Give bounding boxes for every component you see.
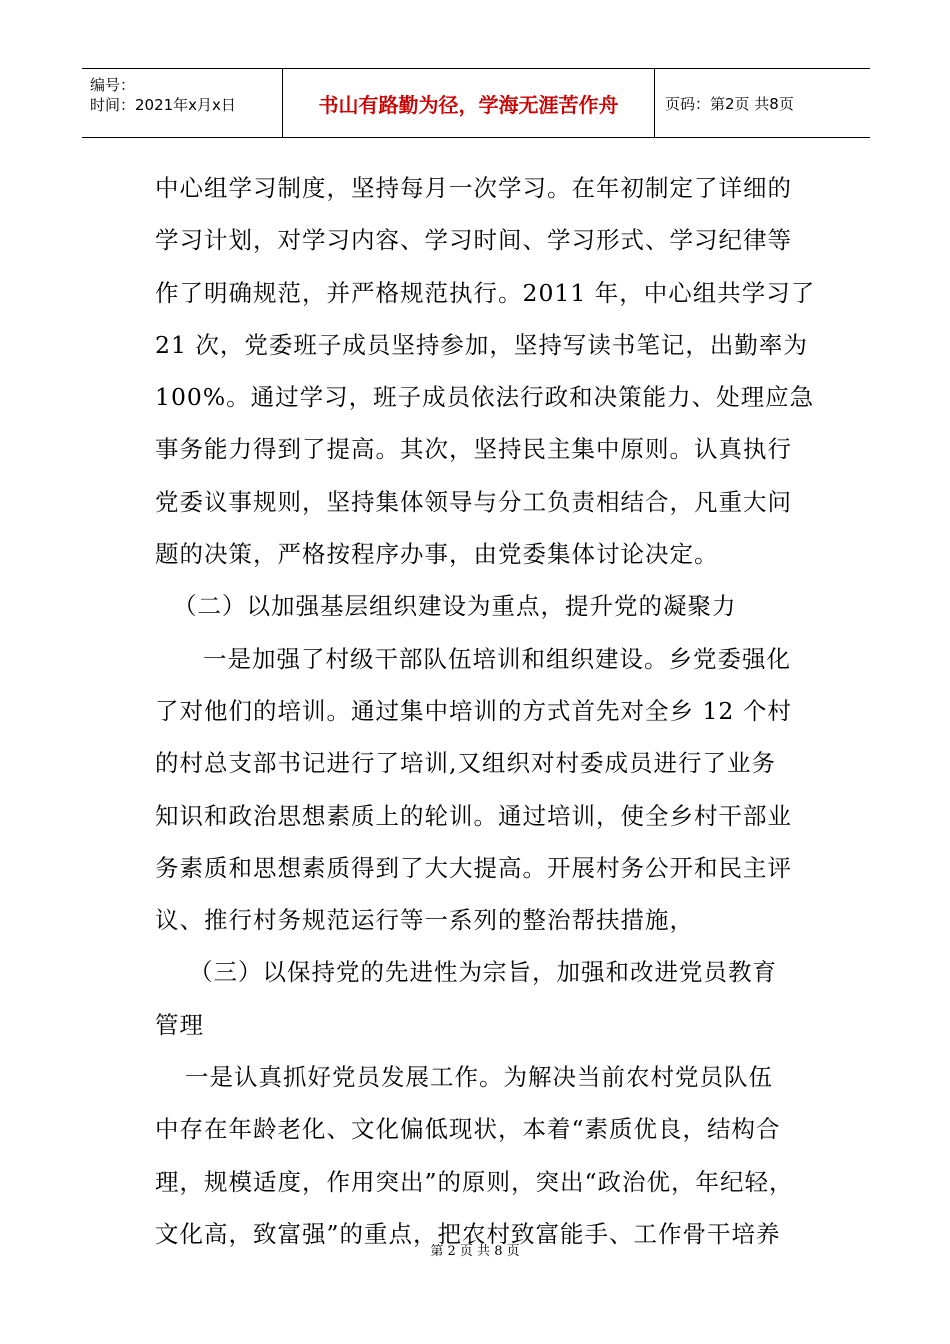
body-line: 100%。通过学习，班子成员依法行政和决策能力、处理应急 xyxy=(155,383,815,412)
body-line: 21 次，党委班子成员坚持参加，坚持写读书笔记，出勤率为 xyxy=(155,330,808,359)
body-line: 中存在年龄老化、文化偏低现状，本着“素质优良，结构合 xyxy=(155,1115,781,1144)
header-motto: 书山有路勤为径，学海无涯苦作舟 xyxy=(282,69,655,137)
document-body xyxy=(155,162,835,1260)
body-line: 了对他们的培训。通过集中培训的方式首先对全乡 12 个村 xyxy=(155,696,792,725)
body-line: 题的决策，严格按程序办事，由党委集体讨论决定。 xyxy=(155,540,719,569)
header-meta xyxy=(82,69,282,137)
body-line: 文化高，致富强”的重点，把农村致富能手、工作骨干培养 xyxy=(155,1219,781,1248)
body-line: 务素质和思想素质得到了大大提高。开展村务公开和民主评 xyxy=(155,853,792,882)
header-number-label: 编号： xyxy=(90,76,136,94)
header-page-info: 页码：第2页 共8页 xyxy=(665,94,794,113)
body-line: 理，规模适度，作用突出”的原则，突出“政治优，年纪轻， xyxy=(155,1167,794,1196)
section-heading-2: （二）以加强基层组织建设为重点，提升党的凝聚力 xyxy=(173,592,737,621)
body-line: 的村总支部书记进行了培训,又组织对村委成员进行了业务 xyxy=(155,749,776,778)
body-line: 一是认真抓好党员发展工作。为解决当前农村党员队伍 xyxy=(185,1063,773,1092)
body-line: 党委议事规则，坚持集体领导与分工负责相结合，凡重大问 xyxy=(155,487,792,516)
body-line: 事务能力得到了提高。其次，坚持民主集中原则。认真执行 xyxy=(155,435,792,464)
section-heading-3: （三）以保持党的先进性为宗旨，加强和改进党员教育 xyxy=(189,958,777,987)
page-header xyxy=(82,68,870,138)
body-line: 作了明确规范，并严格规范执行。2011 年，中心组共学习了 xyxy=(155,278,816,307)
body-line: 知识和政治思想素质上的轮训。通过培训，使全乡村干部业 xyxy=(155,801,792,830)
header-time-label: 时间：2021年x月x日 xyxy=(90,96,236,114)
body-line: 学习计划，对学习内容、学习时间、学习形式、学习纪律等 xyxy=(155,226,792,255)
body-line: 议、推行村务规范运行等一系列的整治帮扶措施， xyxy=(155,906,694,935)
body-line: 一是加强了村级干部队伍培训和组织建设。乡党委强化 xyxy=(203,644,791,673)
body-line: 管理 xyxy=(155,1010,204,1039)
page-footer: 第 2 页 共 8 页 xyxy=(430,1244,520,1259)
body-line: 中心组学习制度，坚持每月一次学习。在年初制定了详细的 xyxy=(155,174,792,202)
